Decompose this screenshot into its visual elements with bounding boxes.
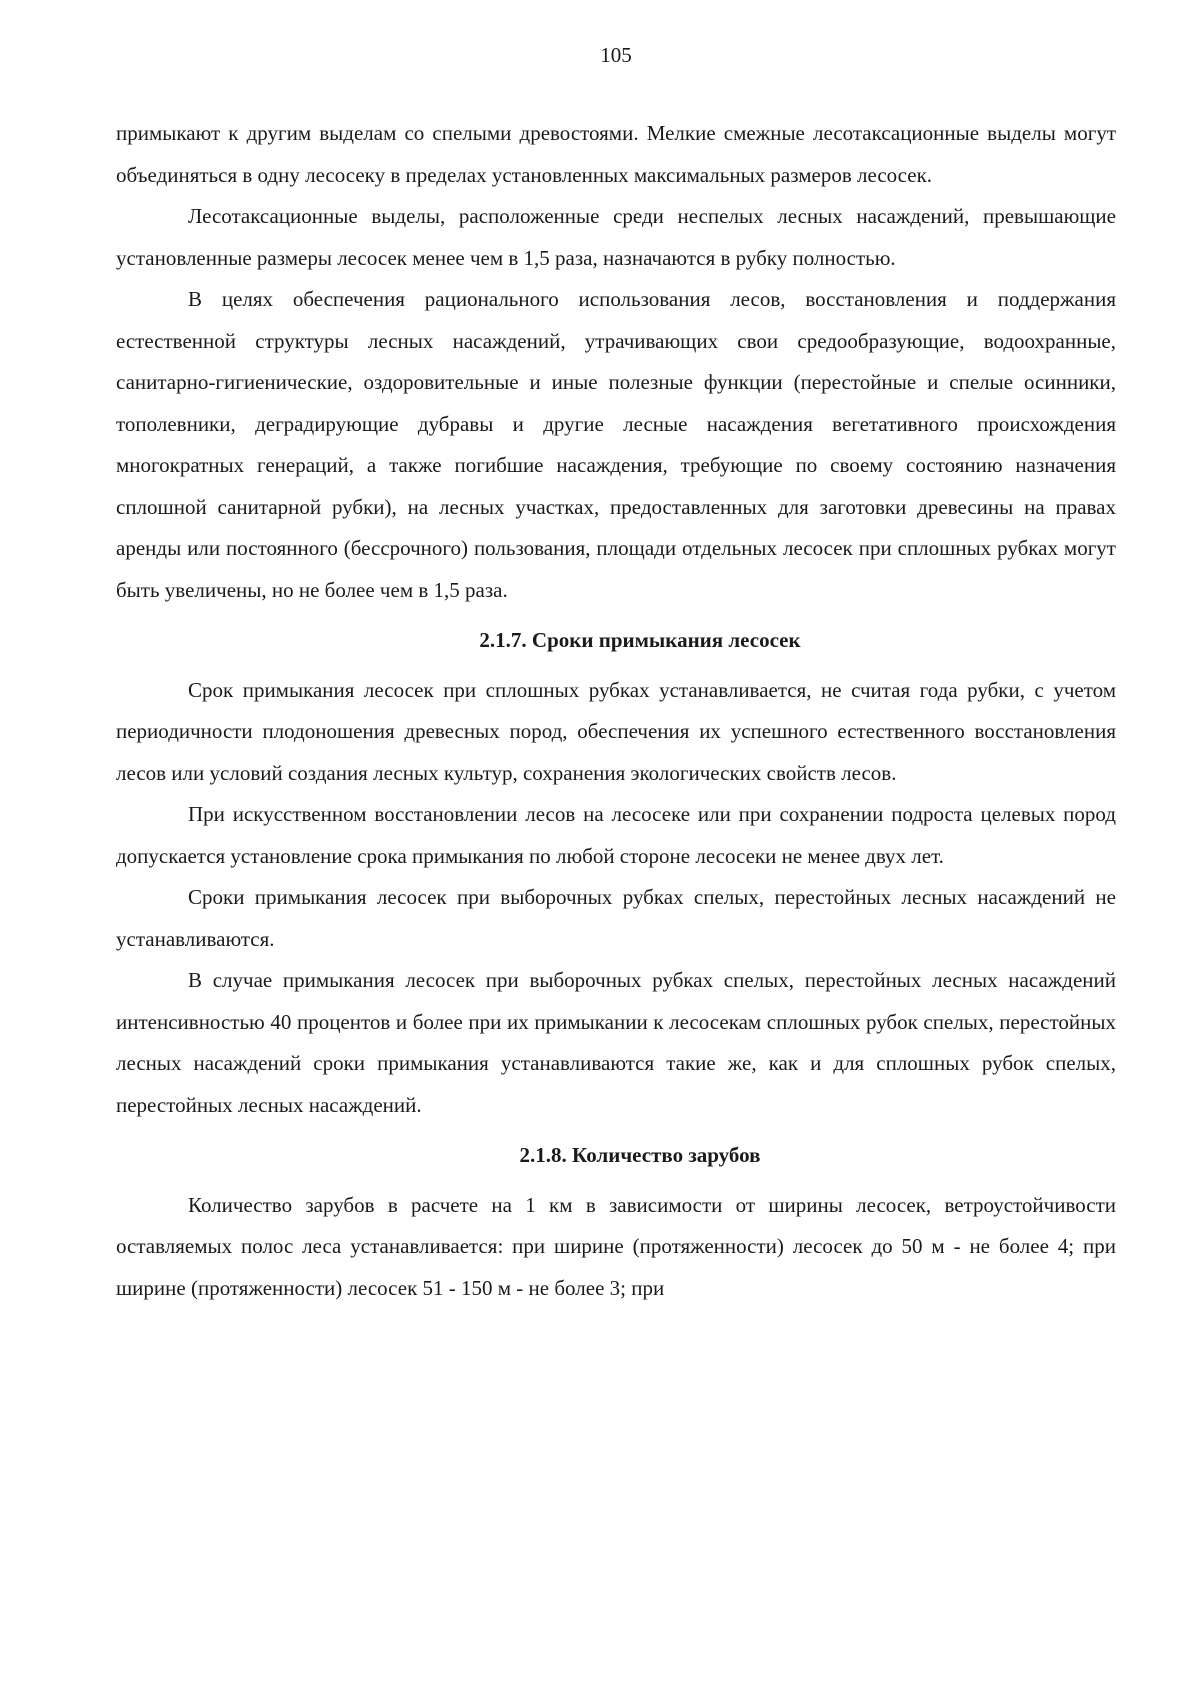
section-heading-2-1-7: 2.1.7. Сроки примыкания лесосек: [479, 628, 801, 652]
paragraph-continuation: примыкают к другим выделам со спелыми древостоями. Мелкие смежные лесотаксационные выделы могут объединяться в одну лесосеку в пределах установленных максимальных размеров лесосек.: [116, 121, 1116, 187]
paragraph: В целях обеспечения рационального использования лесов, восстановления и поддержания естественной структуры лесных насаждений, утрачивающих свои средообразующие, водоохранные, санитарно-гигиенические, оздоровительные и иные полезные функции (перестойные и спелые осинники, тополевники, деградирующие дубравы и другие лесные насаждения вегетативного происхождения многократных генераций, а также погибшие насаждения, требующие по своему состоянию назначения сплошной санитарной рубки), на лесных участках, предоставленных для заготовки древесины на правах аренды или постоянного (бессрочного) пользования, площади отдельных лесосек при сплошных рубках могут быть увеличены, но не более чем в 1,5 раза.: [116, 287, 1116, 602]
paragraph: Срок примыкания лесосек при сплошных рубках устанавливается, не считая года рубки, с учетом периодичности плодоношения древесных пород, обеспечения их успешного естественного восстановления лесов или условий создания лесных культур, сохранения экологических свойств лесов.: [116, 677, 1116, 785]
paragraph: В случае примыкания лесосек при выборочных рубках спелых, перестойных лесных насаждений интенсивностью 40 процентов и более при их примыкании к лесосекам сплошных рубок спелых, перестойных лесных насаждений сроки примыкания устанавливаются такие же, как и для сплошных рубок спелых, перестойных лесных насаждений.: [116, 968, 1116, 1117]
page-number: 105: [600, 43, 632, 67]
paragraph: При искусственном восстановлении лесов на лесосеке или при сохранении подроста целевых пород допускается установление срока примыкания по любой стороне лесосеки не менее двух лет.: [116, 802, 1116, 868]
section-heading-2-1-8: 2.1.8. Количество зарубов: [519, 1143, 761, 1167]
document-body: [116, 113, 1116, 1309]
paragraph: Лесотаксационные выделы, расположенные среди неспелых лесных насаждений, превышающие установленные размеры лесосек менее чем в 1,5 раза, назначаются в рубку полностью.: [116, 204, 1116, 270]
paragraph: Количество зарубов в расчете на 1 км в зависимости от ширины лесосек, ветроустойчивости оставляемых полос леса устанавливается: при ширине (протяженности) лесосек до 50 м - не более 4; при ширине (протяженности) лесосек 51 - 150 м - не более 3; при: [116, 1192, 1116, 1300]
paragraph: Сроки примыкания лесосек при выборочных рубках спелых, перестойных лесных насаждений не устанавливаются.: [116, 885, 1116, 951]
